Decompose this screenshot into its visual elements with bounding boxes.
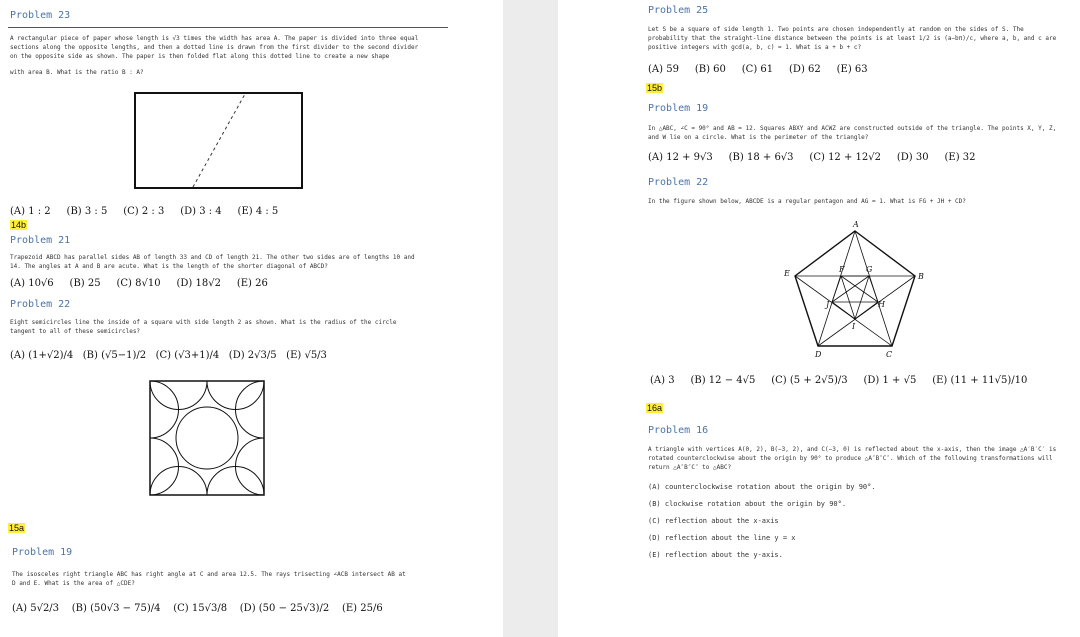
- problem-23-title: Problem 23: [10, 10, 71, 21]
- right-page: [558, 0, 1080, 637]
- pentagon-label-d: D: [815, 350, 822, 358]
- pentagon-label-f: F: [839, 265, 845, 274]
- pentagon-figure: [780, 218, 930, 358]
- problem-16-text: A triangle with vertices A(0, 2), B(−3, 2), and C(−3, 0) is reflected about the x-axis, then the image △A′B′C′ is rotated counterclockwise about the origin by 90° to produce △A″B″C″. Which of the following transformations will return △A″B″C″ to △ABC?: [648, 446, 1057, 471]
- problem-16-option-a: (A) counterclockwise rotation about the origin by 90°.: [648, 483, 876, 491]
- semicircles-square-figure: [147, 376, 267, 501]
- problem-19-answers: (A) 12 + 9√3 (B) 18 + 6√3 (C) 12 + 12√2 (D) 30 (E) 32: [648, 152, 976, 163]
- problem-19-title: Problem 19: [648, 103, 709, 114]
- pentagon-label-c: C: [886, 350, 893, 358]
- title-divider: [8, 27, 448, 28]
- pentagon-label-i: I: [852, 322, 856, 331]
- problem-23-text-cont: with area B. What is the ratio B : A?: [10, 69, 144, 76]
- problem-19-text: The isosceles right triangle ABC has right angle at C and area 12.5. The rays trisecting ∠ACB intersect AB at D and E. What is the area of △CDE?: [12, 571, 406, 587]
- problem-19-text: In △ABC, ∠C = 90° and AB = 12. Squares ABXY and ACWZ are constructed outside of the triangle. The points X, Y, Z, and W lie on a circle. What is the perimeter of the triangle?: [648, 125, 1057, 141]
- problem-22-answers: (A) (1+√2)/4 (B) (√5−1)/2 (C) (√3+1)/4 (D) 2√3/5 (E) √5/3: [10, 350, 327, 361]
- problem-19-answers: (A) 5√2/3 (B) (50√3 − 75)/4 (C) 15√3/8 (D) (50 − 25√3)/2 (E) 25/6: [12, 603, 383, 614]
- problem-25-title: Problem 25: [648, 5, 709, 16]
- problem-22-text: In the figure shown below, ABCDE is a regular pentagon and AG = 1. What is FG + JH + CD?: [648, 198, 966, 205]
- problem-21-text: Trapezoid ABCD has parallel sides AB of length 33 and CD of length 21. The other two sides are of lengths 10 and 14. The angles at A and B are acute. What is the length of the shorter diagonal of ABCD?: [10, 254, 415, 270]
- problem-19-title: Problem 19: [12, 547, 73, 558]
- tag-15b: 15b: [647, 83, 663, 93]
- problem-16-option-d: (D) reflection about the line y = x: [648, 534, 796, 542]
- problem-16-title: Problem 16: [648, 425, 709, 436]
- problem-23-text: A rectangular piece of paper whose length is √3 times the width has area A. The paper is divided into three equal sections along the opposite lengths, and then a dotted line is drawn from the first divider to the second divider on the opposite side as shown. The paper is then folded flat along this dotted line to create a new shape: [10, 35, 419, 60]
- problem-23-answers: (A) 1 : 2 (B) 3 : 5 (C) 2 : 3 (D) 3 : 4 (E) 4 : 5: [10, 206, 279, 217]
- pentagon-label-b: B: [918, 272, 924, 281]
- tag-16a: 16a: [647, 403, 663, 413]
- problem-16-option-b: (B) clockwise rotation about the origin by 90°.: [648, 500, 847, 508]
- problem-22-title: Problem 22: [648, 177, 709, 188]
- pentagon-label-j: J: [826, 300, 830, 309]
- problem-21-answers: (A) 10√6 (B) 25 (C) 8√10 (D) 18√2 (E) 26: [10, 278, 268, 289]
- page-gutter: [503, 0, 558, 637]
- pentagon-label-h: H: [878, 300, 885, 309]
- problem-21-title: Problem 21: [10, 235, 71, 246]
- problem-16-option-e: (E) reflection about the y-axis.: [648, 551, 783, 559]
- tag-15a: 15a: [9, 523, 25, 533]
- problem-16-option-c: (C) reflection about the x-axis: [648, 517, 779, 525]
- folded-paper-figure: [130, 88, 308, 192]
- left-page: [0, 0, 503, 637]
- pentagon-label-a: A: [853, 220, 859, 229]
- problem-22-title: Problem 22: [10, 299, 71, 310]
- problem-22-text: Eight semicircles line the inside of a square with side length 2 as shown. What is the radius of the circle tangent to all of these semicircles?: [10, 319, 397, 335]
- problem-25-answers: (A) 59 (B) 60 (C) 61 (D) 62 (E) 63: [648, 64, 868, 75]
- pentagon-label-e: E: [784, 269, 790, 278]
- pentagon-label-g: G: [866, 265, 873, 274]
- tag-14b: 14b: [11, 220, 27, 230]
- problem-25-text: Let S be a square of side length 1. Two points are chosen independently at random on the sides of S. The probability that the straight-line distance between the points is at least 1/2 is (a−bπ)/c, where a, b, and c are positive integers with gcd(a, b, c) = 1. What is a + b + c?: [648, 26, 1057, 51]
- problem-22-answers: (A) 3 (B) 12 − 4√5 (C) (5 + 2√5)/3 (D) 1 + √5 (E) (11 + 11√5)/10: [650, 375, 1028, 386]
